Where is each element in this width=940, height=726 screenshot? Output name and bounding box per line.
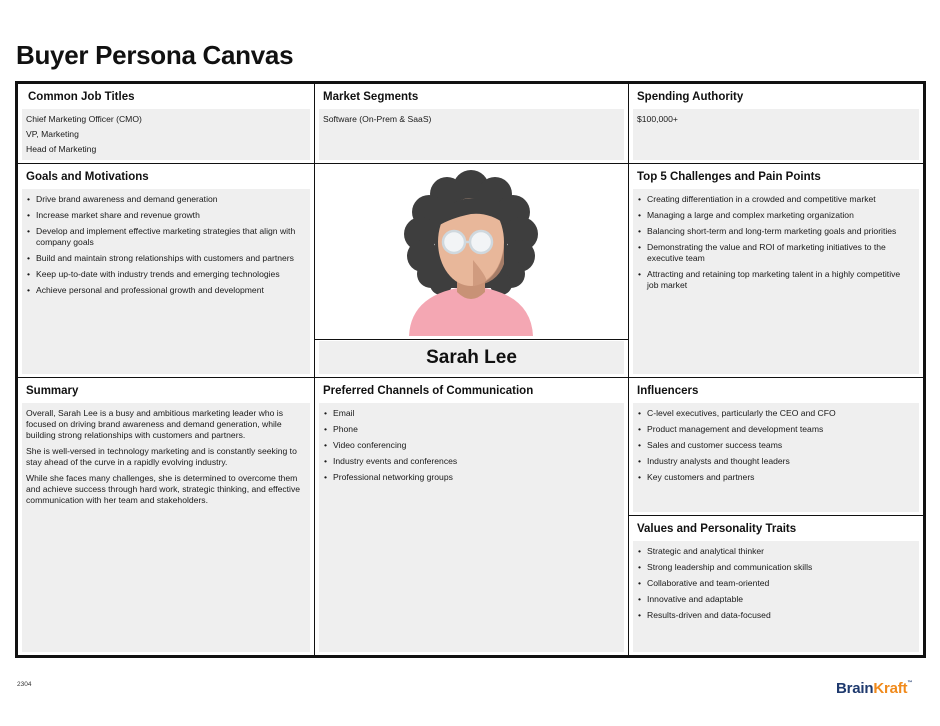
values-list (637, 546, 914, 621)
section-heading: Influencers (629, 378, 923, 403)
summary-paragraph: She is well-versed in technology marketing and is constantly seeking to stay ahead of the curve in a rapidly evolving industry. (26, 446, 297, 467)
list-item: $100,000+ (637, 114, 678, 124)
section-heading: Goals and Motivations (18, 164, 314, 189)
influencers-list (637, 408, 914, 483)
list-item: • C-level executives, particularly the CEO and CFO (637, 408, 914, 419)
list-item: • Develop and implement effective marketing strategies that align with company goals (26, 226, 305, 248)
spending-authority-list (637, 114, 914, 125)
list-item: VP, Marketing (26, 129, 79, 139)
list-item: Software (On-Prem & SaaS) (323, 114, 432, 124)
list-item: • Innovative and adaptable (637, 594, 914, 605)
market-segments-section (315, 84, 629, 164)
list-item: Head of Marketing (26, 144, 97, 154)
challenges-section (629, 164, 923, 378)
persona-name: Sarah Lee (319, 341, 624, 374)
challenges-list (637, 194, 914, 291)
list-item: • Keep up-to-date with industry trends and emerging technologies (26, 269, 305, 280)
persona-avatar-icon (401, 168, 541, 338)
summary-text (22, 403, 310, 652)
list-item: • Build and maintain strong relationships with customers and partners (26, 253, 305, 264)
page-title: Buyer Persona Canvas (16, 40, 294, 70)
goals-list (26, 194, 305, 296)
list-item: • Managing a large and complex marketing organization (637, 210, 914, 221)
brainkraft-logo: BrainKraft™ (836, 680, 913, 697)
list-item: • Strategic and analytical thinker (637, 546, 914, 557)
list-item: • Video conferencing (323, 440, 619, 451)
list-item: • Sales and customer success teams (637, 440, 914, 451)
list-item: • Phone (323, 424, 619, 435)
section-heading: Values and Personality Traits (629, 516, 923, 541)
values-section (629, 516, 923, 655)
list-item: • Industry analysts and thought leaders (637, 456, 914, 467)
section-heading: Common Job Titles (18, 84, 314, 109)
list-item: • Collaborative and team-oriented (637, 578, 914, 589)
list-item: • Creating differentiation in a crowded and competitive market (637, 194, 914, 205)
list-item: • Balancing short-term and long-term marketing goals and priorities (637, 226, 914, 237)
spending-authority-section (629, 84, 923, 164)
persona-canvas (15, 81, 926, 658)
summary-paragraph: Overall, Sarah Lee is a busy and ambitious marketing leader who is focused on driving brand awareness and demand generation, while building strong relationships with customers and partners. (26, 408, 283, 440)
footer-code: 2304 (17, 681, 32, 688)
list-item: • Strong leadership and communication skills (637, 562, 914, 573)
list-item: • Product management and development teams (637, 424, 914, 435)
job-titles-section (18, 84, 315, 164)
section-heading: Top 5 Challenges and Pain Points (629, 164, 923, 189)
summary-section (18, 378, 315, 655)
list-item: • Industry events and conferences (323, 456, 619, 467)
list-item: • Increase market share and revenue growth (26, 210, 305, 221)
list-item: Chief Marketing Officer (CMO) (26, 114, 142, 124)
section-heading: Spending Authority (629, 84, 923, 109)
list-item: • Key customers and partners (637, 472, 914, 483)
list-item: • Results-driven and data-focused (637, 610, 914, 621)
persona-avatar-section (315, 164, 629, 378)
list-item: • Drive brand awareness and demand generation (26, 194, 305, 205)
channels-list (323, 408, 619, 483)
influencers-section (629, 378, 923, 516)
list-item: • Demonstrating the value and ROI of marketing initiatives to the executive team (637, 242, 914, 264)
list-item: • Email (323, 408, 619, 419)
job-titles-list (26, 114, 305, 155)
section-heading: Preferred Channels of Communication (315, 378, 628, 403)
summary-paragraph: While she faces many challenges, she is determined to overcome them and achieve success through hard work, strategic thinking, and effective communication with her team and stakeholders. (26, 473, 301, 505)
list-item: • Professional networking groups (323, 472, 619, 483)
channels-section (315, 378, 629, 655)
section-heading: Summary (18, 378, 314, 403)
market-segments-list (323, 114, 619, 125)
list-item: • Attracting and retaining top marketing talent in a highly competitive job market (637, 269, 914, 291)
goals-section (18, 164, 315, 378)
avatar (315, 164, 628, 340)
section-heading: Market Segments (315, 84, 628, 109)
list-item: • Achieve personal and professional growth and development (26, 285, 305, 296)
